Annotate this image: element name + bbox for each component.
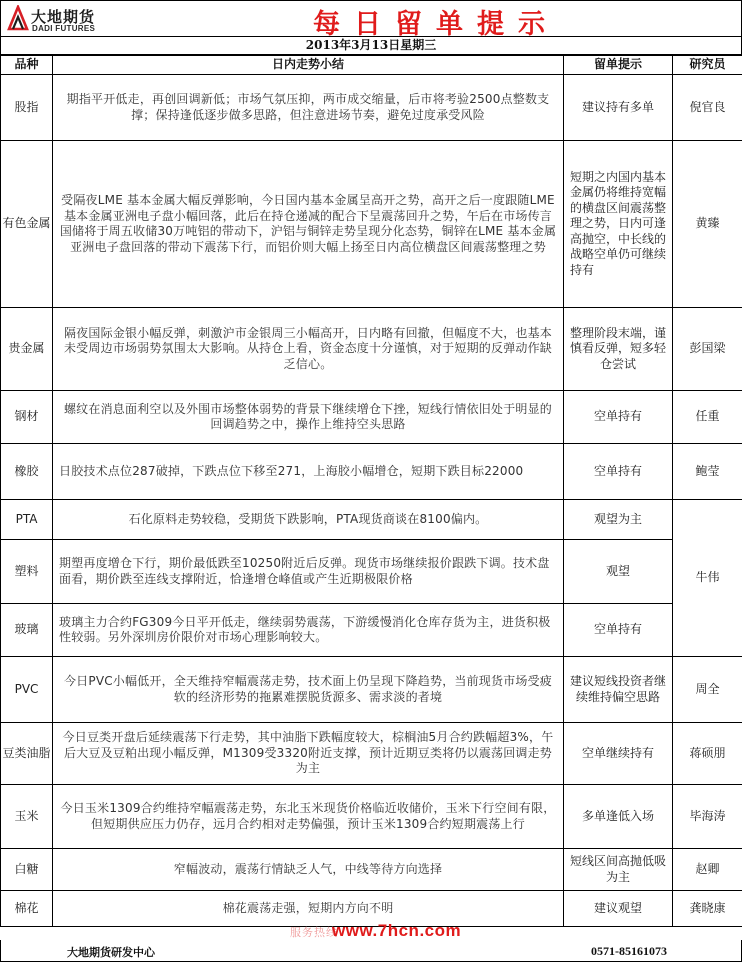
- column-header-summary: 日内走势小结: [53, 56, 564, 75]
- row-researcher: 牛伟: [673, 500, 742, 657]
- row-summary: 期塑再度增仓下行，期价最低跌至10250附近后反弹。现货市场继续报价跟跌下调。技术盘面看，期价跌至连线支撑附近，恰逢增仓峰值或产生近期极限价格: [53, 540, 564, 604]
- report-footer: [0, 940, 742, 962]
- footer-phone: 0571-85161073: [591, 944, 667, 958]
- column-header-tip: 留单提示: [564, 56, 673, 75]
- row-summary: 棉花震荡走强，短期内方向不明: [53, 891, 564, 927]
- row-item: PVC: [1, 657, 53, 723]
- row-tip: 建议短线投资者继续维持偏空思路: [564, 657, 673, 723]
- row-researcher: 彭国梁: [673, 308, 742, 391]
- column-header-researcher: 研究员: [673, 56, 742, 75]
- row-tip: 短期之内国内基本金属仍将维持宽幅的横盘区间震荡整理之势，日内可逢高抛空，中长线的战略空单仍可继续持有: [564, 141, 673, 308]
- row-item: 橡胶: [1, 444, 53, 500]
- row-item: 白糖: [1, 849, 53, 891]
- row-tip: 多单逢低入场: [564, 785, 673, 849]
- table-header-row: [1, 56, 742, 75]
- row-summary: 隔夜国际金银小幅反弹，刺激沪市金银周三小幅高开，日内略有回撤，但幅度不大，也基本未受周边市场弱势氛围太大影响。从持仓上看，资金态度十分谨慎，对于短期的反弹动作缺乏信心。: [53, 308, 564, 391]
- row-summary: 玻璃主力合约FG309今日平开低走，继续弱势震荡，下游缓慢消化仓库存货为主，进货积极性较弱。另外深圳房价限价对市场心理影响较大。: [53, 604, 564, 657]
- table-row-base-metals: [1, 141, 742, 308]
- row-tip: 观望: [564, 540, 673, 604]
- watermark-url: www.7hcn.com: [332, 921, 462, 940]
- row-tip: 建议观望: [564, 891, 673, 927]
- row-summary: 受隔夜LME 基本金属大幅反弹影响，今日国内基本金属呈高开之势，高开之后一度跟随LME 基本金属亚洲电子盘小幅回落，此后在持仓递减的配合下呈震荡回升之势，午后在市场传言国储将于周五收储30万吨铝的带动下，沪铝与铜锌走势呈现分化态势，铜锌在LME 基本金属亚洲电子盘回落的带动下震荡下行，而铝价则大幅上扬至日内高位横盘区间震荡整理之势: [53, 141, 564, 308]
- row-summary: 日胶技术点位287破掉，下跌点位下移至271，上海胶小幅增仓，短期下跌目标22000: [53, 444, 564, 500]
- row-researcher: 鲍莹: [673, 444, 742, 500]
- logo-english-name: DADI FUTURES: [32, 24, 96, 33]
- row-item: 钢材: [1, 391, 53, 444]
- row-summary: 今日玉米1309合约维持窄幅震荡走势，东北玉米现货价格临近收储价，玉米下行空间有限，但短期供应压力仍存，远月合约相对走势偏强，预计玉米1309合约短期震荡上行: [53, 785, 564, 849]
- report-date: 2013年3月13日星期三: [0, 36, 742, 55]
- row-tip: 整理阶段末端，谨慎看反弹，短多轻仓尝试: [564, 308, 673, 391]
- row-summary: 窄幅波动，震荡行情缺乏人气，中线等待方向选择: [53, 849, 564, 891]
- row-researcher: 黄臻: [673, 141, 742, 308]
- row-item: 玻璃: [1, 604, 53, 657]
- row-tip: 空单持有: [564, 604, 673, 657]
- table-row-pvc: [1, 657, 742, 723]
- table-row-sugar: [1, 849, 742, 891]
- row-summary: 今日豆类开盘后延续震荡下行走势，其中油脂下跌幅度较大，棕榈油5月合约跌幅超3%，午后大豆及豆粕出现小幅反弹，M1309受3320附近支撑，预计近期豆类将仍以震荡回调走势为主: [53, 723, 564, 785]
- position-tips-table: [0, 55, 742, 927]
- row-tip: 观望为主: [564, 500, 673, 540]
- row-item: 棉花: [1, 891, 53, 927]
- row-summary: 期指平开低走，再创回调新低；市场气氛压抑，两市成交缩量，后市将考验2500点整数支撑；保持逢低逐步做多思路，但注意进场节奏，避免过度承受风险: [53, 75, 564, 141]
- row-item: 豆类油脂: [1, 723, 53, 785]
- row-item: PTA: [1, 500, 53, 540]
- row-item: 玉米: [1, 785, 53, 849]
- table-row-precious-metals: [1, 308, 742, 391]
- row-tip: 短线区间高抛低吸为主: [564, 849, 673, 891]
- row-researcher: 周全: [673, 657, 742, 723]
- table-row-corn: [1, 785, 742, 849]
- row-item: 有色金属: [1, 141, 53, 308]
- watermark-ghost-text: 服务热线: [290, 926, 338, 939]
- row-tip: 空单持有: [564, 444, 673, 500]
- footer-department: 大地期货研发中心: [67, 946, 155, 959]
- row-researcher: 龚晓康: [673, 891, 742, 927]
- table-row-soybean-oils: [1, 723, 742, 785]
- company-logo: [7, 5, 125, 35]
- table-row-glass: [1, 604, 742, 657]
- row-item: 贵金属: [1, 308, 53, 391]
- table-row-steel: [1, 391, 742, 444]
- row-tip: 建议持有多单: [564, 75, 673, 141]
- row-researcher: 倪官良: [673, 75, 742, 141]
- report-header: [0, 0, 742, 40]
- row-summary: 今日PVC小幅低开，全天维持窄幅震荡走势，技术面上仍呈现下降趋势，当前现货市场受疲软的经济形势的拖累难摆脱货源多、需求淡的者境: [53, 657, 564, 723]
- row-researcher: 蒋硕朋: [673, 723, 742, 785]
- page-title: 每日留单提示: [313, 9, 559, 40]
- table-row-stock-index: [1, 75, 742, 141]
- row-researcher: 赵卿: [673, 849, 742, 891]
- row-summary: 螺纹在消息面利空以及外围市场整体弱势的背景下继续增仓下挫，短线行情依旧处于明显的回调趋势之中，操作上维持空头思路: [53, 391, 564, 444]
- logo-chinese-name: 大地期货: [31, 8, 96, 26]
- column-header-item: 品种: [1, 56, 53, 75]
- row-researcher: 毕海涛: [673, 785, 742, 849]
- row-item: 股指: [1, 75, 53, 141]
- row-summary: 石化原料走势较稳，受期货下跌影响，PTA现货商谈在8100偏内。: [53, 500, 564, 540]
- row-researcher: 任重: [673, 391, 742, 444]
- table-row-rubber: [1, 444, 742, 500]
- row-tip: 空单继续持有: [564, 723, 673, 785]
- row-tip: 空单持有: [564, 391, 673, 444]
- dadi-logo-icon: [7, 5, 29, 31]
- row-item: 塑料: [1, 540, 53, 604]
- table-row-pta: [1, 500, 742, 540]
- table-row-plastics: [1, 540, 742, 604]
